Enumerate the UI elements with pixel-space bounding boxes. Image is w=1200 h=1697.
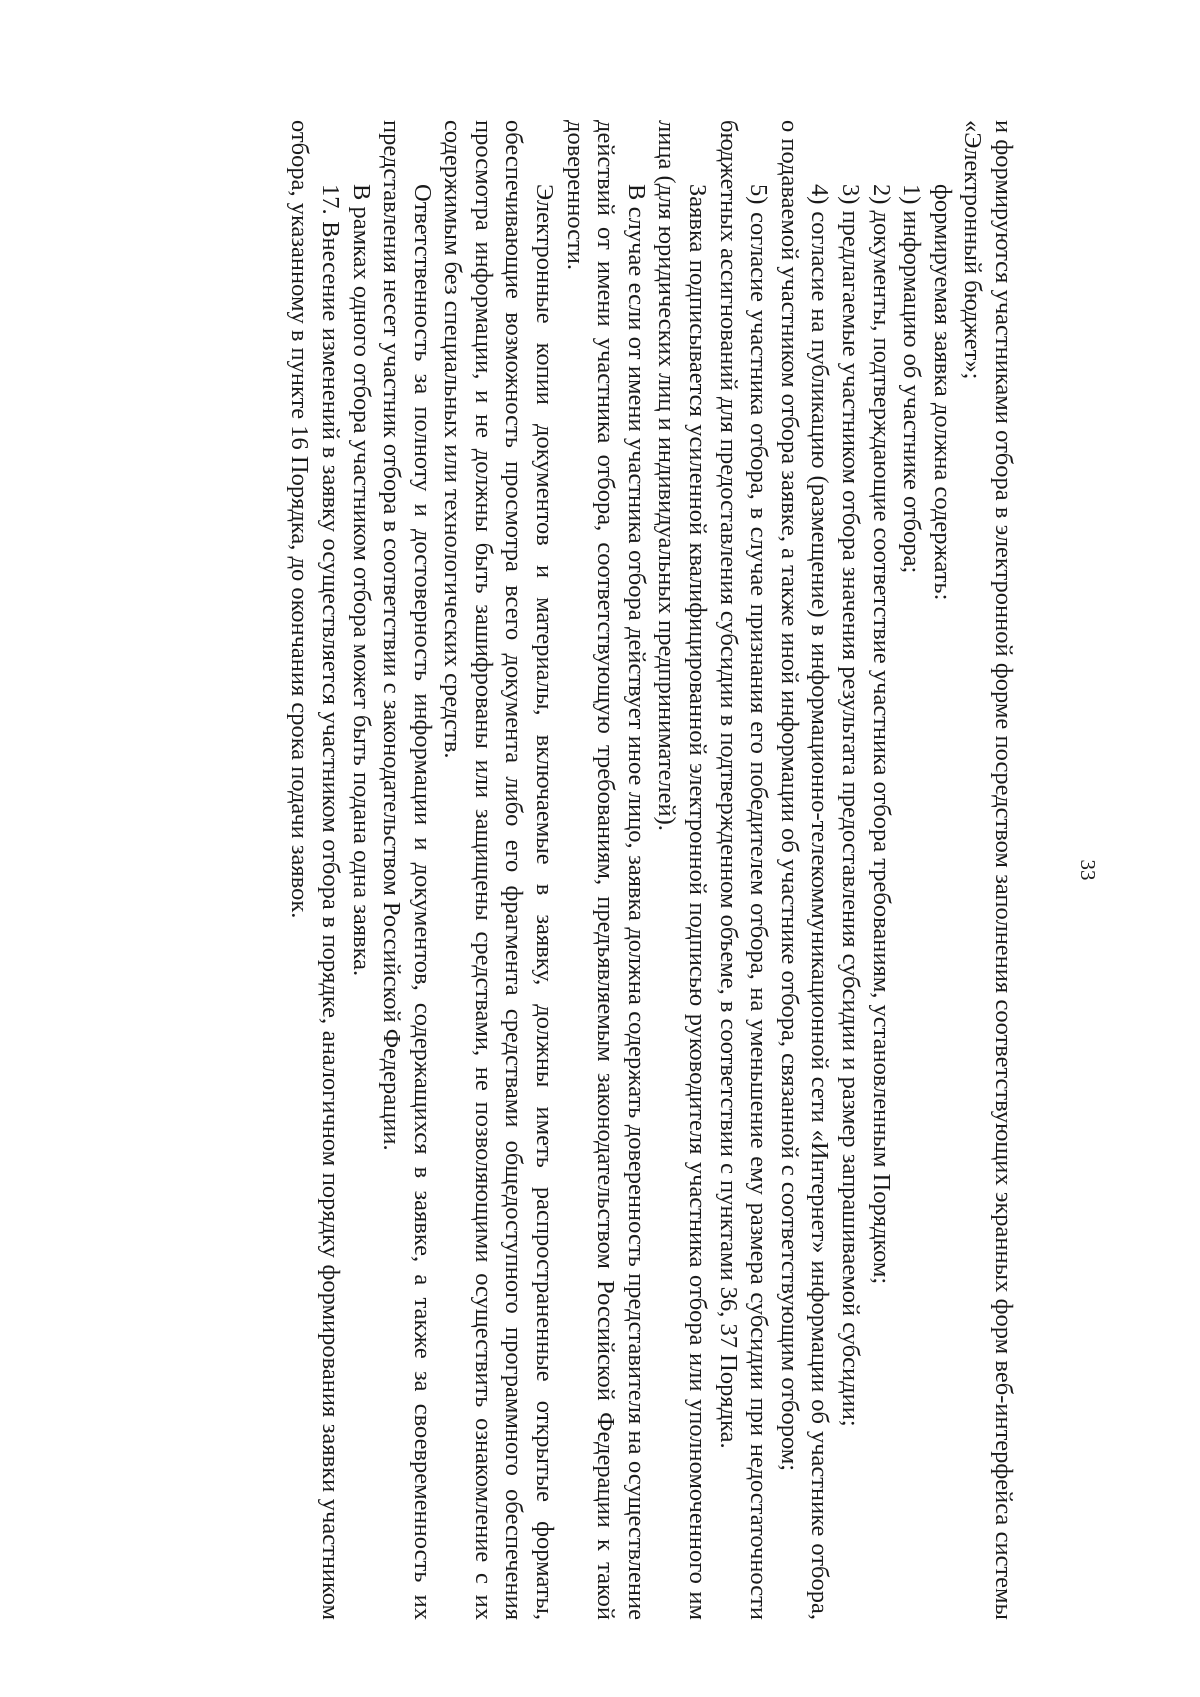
paragraph: 2) документы, подтверждающие соответствие участника отбора требованиям, установленным Порядком; <box>867 184 895 1285</box>
paragraph: В рамках одного отбора участником отбора может быть подана одна заявка. <box>347 184 375 977</box>
paragraph: и формируются участниками отбора в электронной форме посредством заполнения соответствующих экранных форм веб-интерфейса системы «Электронный бюджет»; <box>959 120 1017 1620</box>
paragraph: Электронные копии документов и материалы, включаемые в заявку, должны иметь распространенные открытые форматы, обеспечивающие возможность просмотра всего документа либо его фрагмента средствами общедоступного программного обеспечения просмотра информации, и не должны быть зашифрованы или защищены средствами, не позволяющими осуществить ознакомление с их содержимым без специальных или технологических средств. <box>439 120 559 1620</box>
paragraph: формируемая заявка должна содержать: <box>928 184 956 601</box>
paragraph: Заявка подписывается усиленной квалифицированной электронной подписью руководителя участника отбора или уполномоченного им лица (для юридических лиц и индивидуальных предпринимателей). <box>653 120 712 1620</box>
paragraph: 3) предлагаемые участником отбора значения результата предоставления субсидии и размер запрашиваемой субсидии; <box>837 184 865 1427</box>
paragraph: 4) согласие на публикацию (размещение) в информационно-телекоммуникационной сети «Интернет» информации об участнике отбора, о подаваемой участником отбора заявке, а также иной информации об участнике отбора, связанной с соответствующим отбором; <box>775 120 834 1620</box>
paragraph: 17. Внесение изменений в заявку осуществляется участником отбора в порядке, аналогичном порядку формирования заявки участником отбора, указанному в пункте 16 Порядка, до окончания срока подачи заявок. <box>286 120 344 1620</box>
paragraph: В случае если от имени участника отбора действует иное лицо, заявка должна содержать доверенность представителя на осуществление действий от имени участника отбора, соответствующую требованиям, предъявляемым законодательством Российской Федерации к такой доверенности. <box>561 120 650 1620</box>
paragraph: 5) согласие участника отбора, в случае признания его победителем отбора, на уменьшение ему размера субсидии при недостаточности бюджетных ассигнований для предоставления субсидии в подтвержденном объеме, в соответствии с пунктами 36, 37 Порядка. <box>714 120 773 1620</box>
rotated-document <box>108 120 1108 1620</box>
paragraph: Ответственность за полноту и достоверность информации и документов, содержащихся в заявке, а также за своевременность их представления несет участник отбора в соответствии с законодательством Российской Федерации. <box>378 120 436 1620</box>
page-number: 33 <box>1076 859 1100 881</box>
paragraph: 1) информацию об участнике отбора; <box>898 184 926 574</box>
body-text <box>284 120 1018 1620</box>
